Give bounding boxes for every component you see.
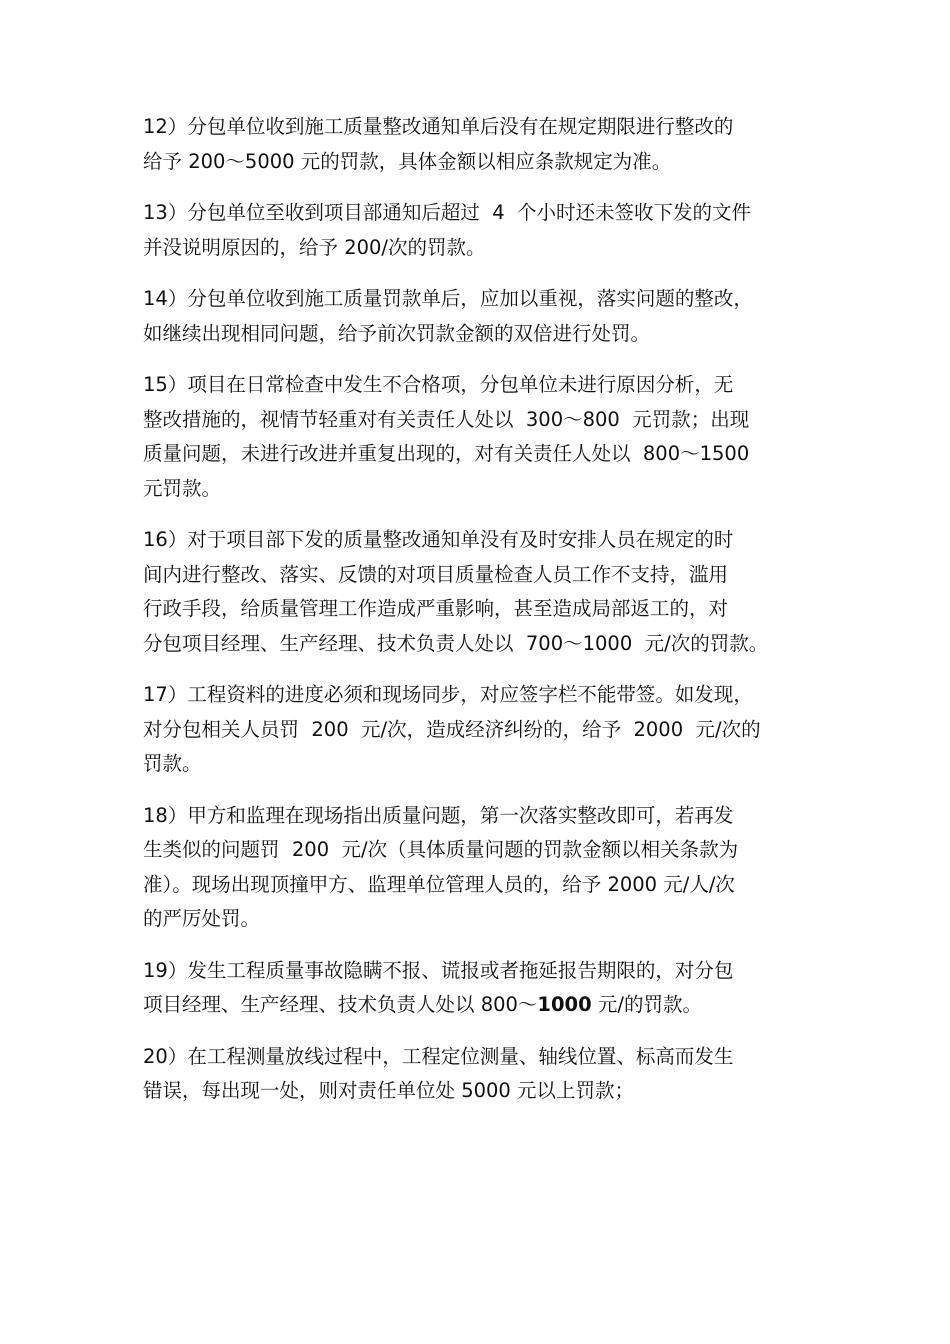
clause-19-line-2-start: 项目经理、生产经理、技术负责人处以 800～ <box>143 993 538 1016</box>
document-body <box>143 110 843 1126</box>
clause-16-line-3: 行政手段，给质量管理工作造成严重影响，甚至造成局部返工的，对 <box>143 597 729 620</box>
clause-19-line-1: 19）发生工程质量事故隐瞒不报、谎报或者拖延报告期限的，对分包 <box>143 958 734 982</box>
clause-17-line-1: 17）工程资料的进度必须和现场同步，对应签字栏不能带签。如发现， <box>143 683 753 706</box>
clause-14-line-1: 14）分包单位收到施工质量罚款单后，应加以重视，落实问题的整改， <box>143 287 753 310</box>
clause-20-line-1: 20）在工程测量放线过程中，工程定位测量、轴线位置、标高而发生 <box>143 1044 734 1068</box>
clause-18-line-2: 生类似的问题罚 200 元/次（具体质量问题的罚款金额以相关条款为 <box>143 838 739 861</box>
clause-18-line-4: 的严厉处罚。 <box>143 907 261 930</box>
clause-16-line-1: 16）对于项目部下发的质量整改通知单没有及时安排人员在规定的时 <box>143 528 734 551</box>
clause-17-line-2: 对分包相关人员罚 200 元/次，造成经济纠纷的，给予 2000 元/次的 <box>143 717 761 741</box>
clause-17 <box>143 678 843 782</box>
clause-16-line-4: 分包项目经理、生产经理、技术负责人处以 700～1000 元/次的罚款。 <box>143 631 769 655</box>
clause-19-bold-amount: 1000 <box>537 993 592 1016</box>
clause-17-line-3: 罚款。 <box>143 752 202 775</box>
clause-12 <box>143 110 843 179</box>
clause-16-line-2: 间内进行整改、落实、反馈的对项目质量检查人员工作不支持，滥用 <box>143 562 729 586</box>
clause-18 <box>143 799 843 937</box>
clause-13-line-2: 并没说明原因的，给予 200/次的罚款。 <box>143 235 486 259</box>
clause-18-line-1: 18）甲方和监理在现场指出质量问题，第一次落实整改即可，若再发 <box>143 803 734 827</box>
clause-16 <box>143 523 843 661</box>
clause-15 <box>143 368 843 506</box>
clause-18-line-3: 准）。现场出现顶撞甲方、监理单位管理人员的，给予 2000 元/人/次 <box>143 872 735 896</box>
clause-20 <box>143 1040 843 1109</box>
clause-19-line-2 <box>143 988 843 1023</box>
clause-14 <box>143 282 843 351</box>
clause-12-line-1: 12）分包单位收到施工质量整改通知单后没有在规定期限进行整改的 <box>143 115 734 138</box>
clause-13-line-1: 13）分包单位至收到项目部通知后超过 4 个小时还未签收下发的文件 <box>143 201 752 224</box>
clause-13 <box>143 196 843 265</box>
clause-14-line-2: 如继续出现相同问题，给予前次罚款金额的双倍进行处罚。 <box>143 321 651 345</box>
clause-15-line-2: 整改措施的，视情节轻重对有关责任人处以 300～800 元罚款；出现 <box>143 407 750 431</box>
clause-19 <box>143 954 843 1023</box>
clause-20-line-2: 错误，每出现一处，则对责任单位处 5000 元以上罚款； <box>143 1079 635 1102</box>
clause-15-line-1: 15）项目在日常检查中发生不合格项，分包单位未进行原因分析，无 <box>143 373 734 396</box>
clause-19-line-2-end: 元/的罚款。 <box>591 993 702 1016</box>
clause-15-line-3: 质量问题，未进行改进并重复出现的，对有关责任人处以 800～1500 <box>143 442 750 465</box>
clause-15-line-4: 元罚款。 <box>143 476 222 500</box>
clause-12-line-2: 给予 200～5000 元的罚款，具体金额以相应条款规定为准。 <box>143 149 672 173</box>
